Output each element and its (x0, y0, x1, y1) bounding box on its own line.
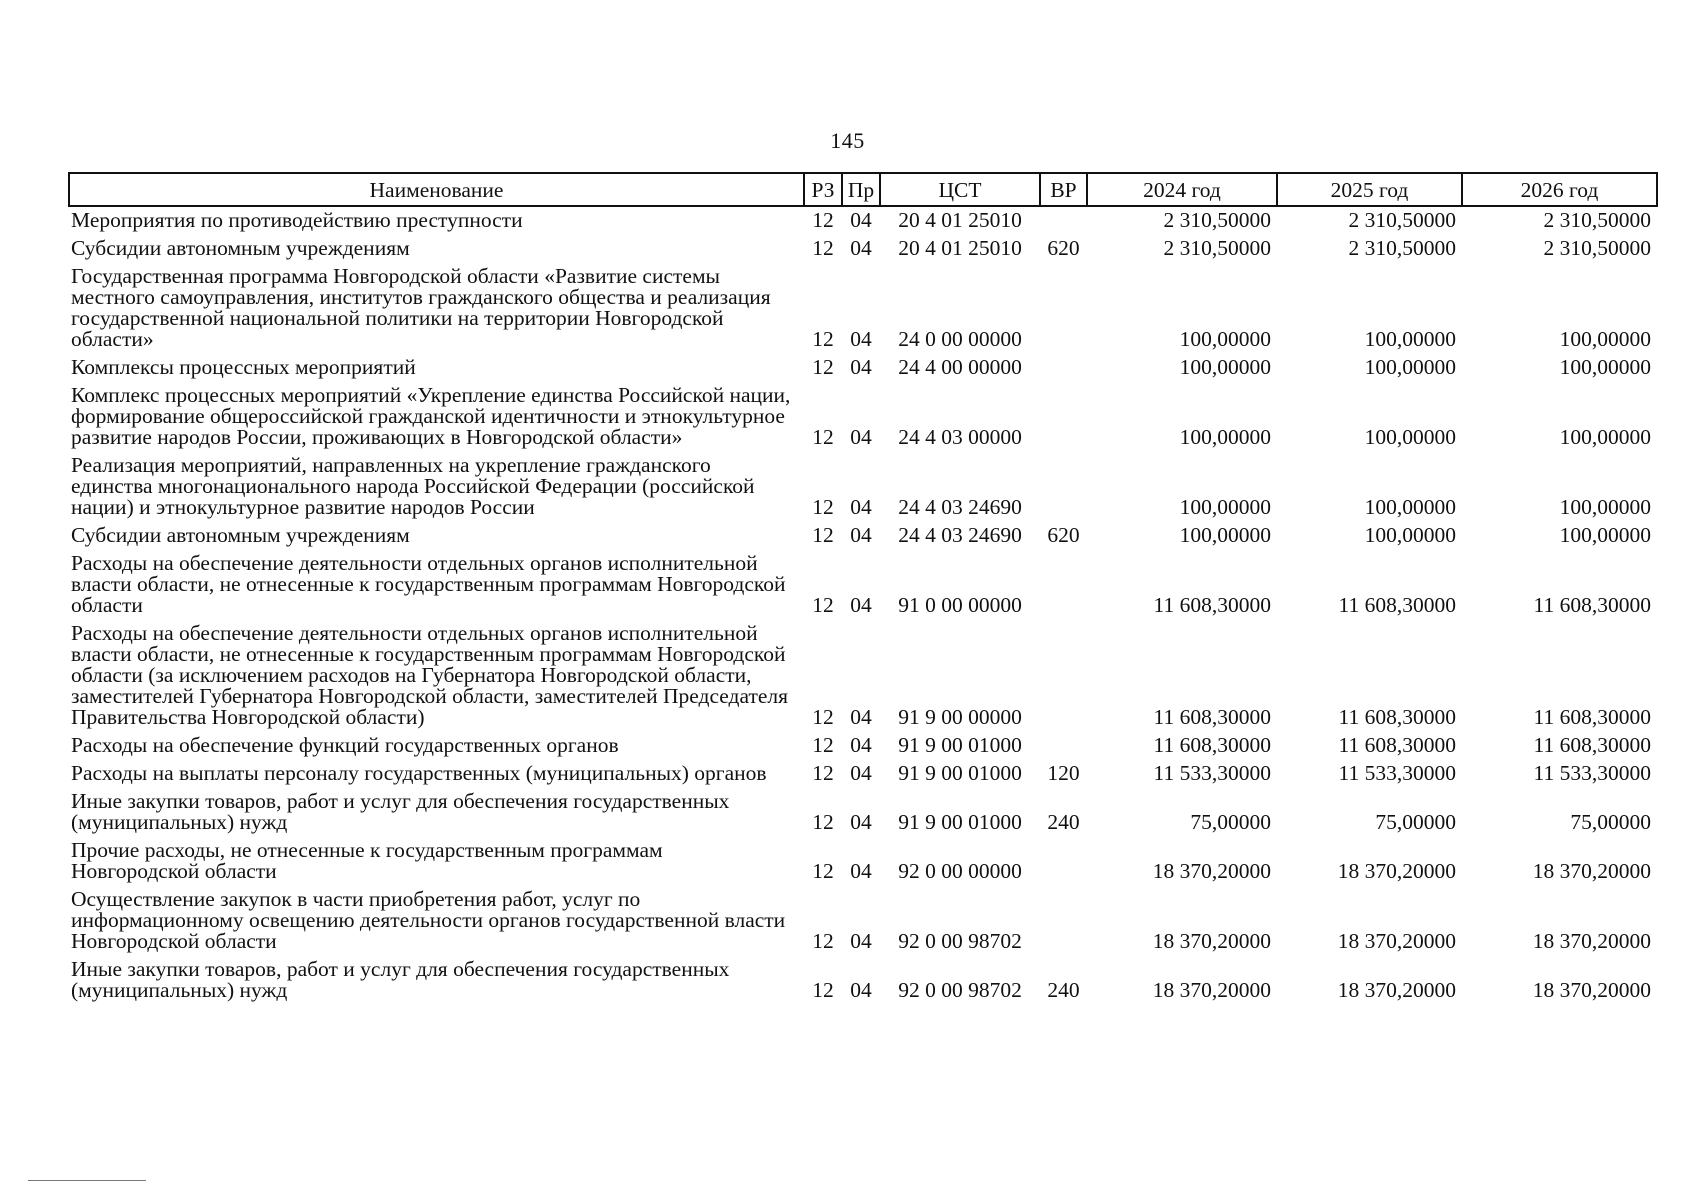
row-2024: 100,00000 (1179, 327, 1271, 351)
row-2024: 100,00000 (1179, 495, 1271, 519)
header-2025: 2025 год (1277, 173, 1462, 206)
row-pr: 04 (850, 208, 872, 232)
table-row (69, 235, 1657, 263)
row-2024: 11 608,30000 (1153, 593, 1271, 617)
row-vr (1040, 550, 1087, 620)
row-vr: 620 (1047, 523, 1080, 547)
row-vr (1040, 620, 1087, 732)
row-name: Субсидии автономным учреждениям (71, 523, 410, 547)
row-2024: 11 608,30000 (1153, 733, 1271, 757)
row-vr: 620 (1047, 236, 1080, 260)
row-2026: 11 608,30000 (1533, 705, 1651, 729)
row-2024: 2 310,50000 (1163, 208, 1271, 232)
row-2026: 18 370,20000 (1532, 978, 1651, 1002)
row-cst: 91 9 00 01000 (898, 761, 1022, 785)
row-pr: 04 (850, 523, 872, 547)
header-2026: 2026 год (1462, 173, 1657, 206)
row-rz: 12 (812, 705, 834, 729)
row-name: Расходы на обеспечение функций государственных органов (71, 733, 619, 757)
row-2025: 2 310,50000 (1348, 208, 1456, 232)
table-row (69, 956, 1657, 1005)
row-2024: 100,00000 (1179, 425, 1271, 449)
table-row (69, 206, 1657, 235)
row-rz: 12 (812, 355, 834, 379)
row-name: Иные закупки товаров, работ и услуг для обеспечения государственных (муниципальных) нужд (71, 957, 730, 1002)
row-2026: 11 608,30000 (1533, 593, 1651, 617)
row-rz: 12 (812, 733, 834, 757)
row-2026: 18 370,20000 (1532, 929, 1651, 953)
row-2024: 100,00000 (1179, 523, 1271, 547)
row-name: Государственная программа Новгородской области «Развитие системы местного самоуправления, институтов гражданского общества и реализация государственной национальной политики на территории Новгородской области» (71, 264, 771, 351)
row-vr (1040, 732, 1087, 760)
row-pr: 04 (850, 705, 872, 729)
table-row (69, 263, 1657, 354)
row-2024: 2 310,50000 (1163, 236, 1271, 260)
row-cst: 24 4 03 00000 (898, 425, 1022, 449)
row-pr: 04 (850, 593, 872, 617)
row-cst: 24 4 03 24690 (898, 523, 1022, 547)
row-vr (1040, 452, 1087, 522)
row-cst: 92 0 00 98702 (898, 978, 1022, 1002)
row-2025: 11 608,30000 (1338, 593, 1456, 617)
row-vr (1040, 837, 1087, 886)
row-vr (1040, 354, 1087, 382)
row-name: Субсидии автономным учреждениям (71, 236, 410, 260)
row-vr: 240 (1047, 978, 1080, 1002)
row-name: Расходы на обеспечение деятельности отдельных органов исполнительной власти области, не отнесенные к государственным программам Новгородской области (71, 551, 786, 617)
row-rz: 12 (812, 761, 834, 785)
row-rz: 12 (812, 523, 834, 547)
table-row (69, 620, 1657, 732)
row-rz: 12 (812, 327, 834, 351)
row-rz: 12 (812, 236, 834, 260)
row-2025: 2 310,50000 (1348, 236, 1456, 260)
row-pr: 04 (850, 355, 872, 379)
row-rz: 12 (812, 593, 834, 617)
row-pr: 04 (850, 859, 872, 883)
row-2025: 100,00000 (1364, 425, 1456, 449)
row-name: Комплексы процессных мероприятий (71, 355, 416, 379)
row-2025: 18 370,20000 (1337, 859, 1456, 883)
header-name: Наименование (69, 173, 804, 206)
row-name: Мероприятия по противодействию преступности (71, 208, 523, 232)
row-rz: 12 (812, 495, 834, 519)
row-cst: 91 9 00 00000 (898, 705, 1022, 729)
table-row (69, 760, 1657, 788)
table-row (69, 382, 1657, 452)
row-2025: 100,00000 (1364, 355, 1456, 379)
row-2026: 18 370,20000 (1532, 859, 1651, 883)
row-2024: 75,00000 (1190, 810, 1271, 834)
row-2025: 18 370,20000 (1337, 929, 1456, 953)
row-vr (1040, 382, 1087, 452)
table-row (69, 788, 1657, 837)
row-2025: 100,00000 (1364, 495, 1456, 519)
table-row (69, 522, 1657, 550)
row-2026: 100,00000 (1559, 523, 1651, 547)
row-2026: 75,00000 (1570, 810, 1651, 834)
row-2025: 11 533,30000 (1338, 761, 1456, 785)
row-rz: 12 (812, 208, 834, 232)
row-2026: 11 608,30000 (1533, 733, 1651, 757)
row-rz: 12 (812, 978, 834, 1002)
row-rz: 12 (812, 810, 834, 834)
row-2026: 11 533,30000 (1533, 761, 1651, 785)
row-2025: 11 608,30000 (1338, 733, 1456, 757)
table-row (69, 837, 1657, 886)
row-rz: 12 (812, 929, 834, 953)
row-pr: 04 (850, 327, 872, 351)
row-name: Реализация мероприятий, направленных на укрепление гражданского единства многонационального народа Российской Федерации (российской нации) и этнокультурное развитие народов России (71, 453, 755, 519)
row-pr: 04 (850, 978, 872, 1002)
row-cst: 92 0 00 00000 (898, 859, 1022, 883)
row-cst: 20 4 01 25010 (898, 208, 1022, 232)
row-pr: 04 (850, 761, 872, 785)
table-row (69, 452, 1657, 522)
row-name: Прочие расходы, не отнесенные к государственным программам Новгородской области (71, 838, 663, 883)
row-cst: 24 0 00 00000 (898, 327, 1022, 351)
table-row (69, 732, 1657, 760)
row-2024: 18 370,20000 (1152, 978, 1271, 1002)
row-cst: 92 0 00 98702 (898, 929, 1022, 953)
row-2024: 11 608,30000 (1153, 705, 1271, 729)
row-pr: 04 (850, 236, 872, 260)
row-cst: 91 0 00 00000 (898, 593, 1022, 617)
row-name: Осуществление закупок в части приобретения работ, услуг по информационному освещению деятельности органов государственной власти Новгородской области (71, 887, 786, 953)
row-rz: 12 (812, 425, 834, 449)
table-row (69, 886, 1657, 956)
table-row (69, 354, 1657, 382)
row-name: Расходы на обеспечение деятельности отдельных органов исполнительной власти области, не отнесенные к государственным программам Новгородской области (за исключением расходов на Губернатора Новгородской области, заместителей Губернатора Новгородской области, заместителей Председателя Правительства Новгородской области) (71, 621, 789, 729)
row-pr: 04 (850, 425, 872, 449)
row-2026: 100,00000 (1559, 327, 1651, 351)
row-vr: 120 (1047, 761, 1080, 785)
header-2024: 2024 год (1087, 173, 1277, 206)
page-number: 145 (830, 128, 865, 153)
footer-rule (28, 1180, 146, 1181)
row-2024: 18 370,20000 (1152, 929, 1271, 953)
row-vr (1040, 206, 1087, 235)
row-vr (1040, 263, 1087, 354)
row-cst: 20 4 01 25010 (898, 236, 1022, 260)
row-vr (1040, 886, 1087, 956)
row-2026: 100,00000 (1559, 355, 1651, 379)
row-2026: 100,00000 (1559, 425, 1651, 449)
row-name: Иные закупки товаров, работ и услуг для обеспечения государственных (муниципальных) нужд (71, 789, 730, 834)
row-2026: 2 310,50000 (1543, 208, 1651, 232)
row-cst: 24 4 00 00000 (898, 355, 1022, 379)
row-pr: 04 (850, 733, 872, 757)
row-2025: 100,00000 (1364, 523, 1456, 547)
row-pr: 04 (850, 495, 872, 519)
row-2026: 2 310,50000 (1543, 236, 1651, 260)
row-cst: 91 9 00 01000 (898, 733, 1022, 757)
table-row (69, 550, 1657, 620)
row-pr: 04 (850, 810, 872, 834)
table-header-row (69, 173, 1657, 206)
row-2025: 18 370,20000 (1337, 978, 1456, 1002)
row-2024: 100,00000 (1179, 355, 1271, 379)
row-cst: 24 4 03 24690 (898, 495, 1022, 519)
row-name: Комплекс процессных мероприятий «Укрепление единства Российской нации, формирование общероссийской гражданской идентичности и этнокультурное развитие народов России, проживающих в Новгородской области» (71, 383, 791, 449)
row-cst: 91 9 00 01000 (898, 810, 1022, 834)
header-vr: ВР (1040, 173, 1087, 206)
budget-table (68, 172, 1658, 1005)
header-pr: Пр (842, 173, 880, 206)
row-pr: 04 (850, 929, 872, 953)
row-vr: 240 (1047, 810, 1080, 834)
row-2026: 100,00000 (1559, 495, 1651, 519)
row-2025: 100,00000 (1364, 327, 1456, 351)
row-rz: 12 (812, 859, 834, 883)
row-2025: 75,00000 (1375, 810, 1456, 834)
row-2025: 11 608,30000 (1338, 705, 1456, 729)
row-2024: 11 533,30000 (1153, 761, 1271, 785)
row-name: Расходы на выплаты персоналу государственных (муниципальных) органов (71, 761, 767, 785)
row-2024: 18 370,20000 (1152, 859, 1271, 883)
header-cst: ЦСТ (880, 173, 1040, 206)
header-rz: РЗ (804, 173, 842, 206)
